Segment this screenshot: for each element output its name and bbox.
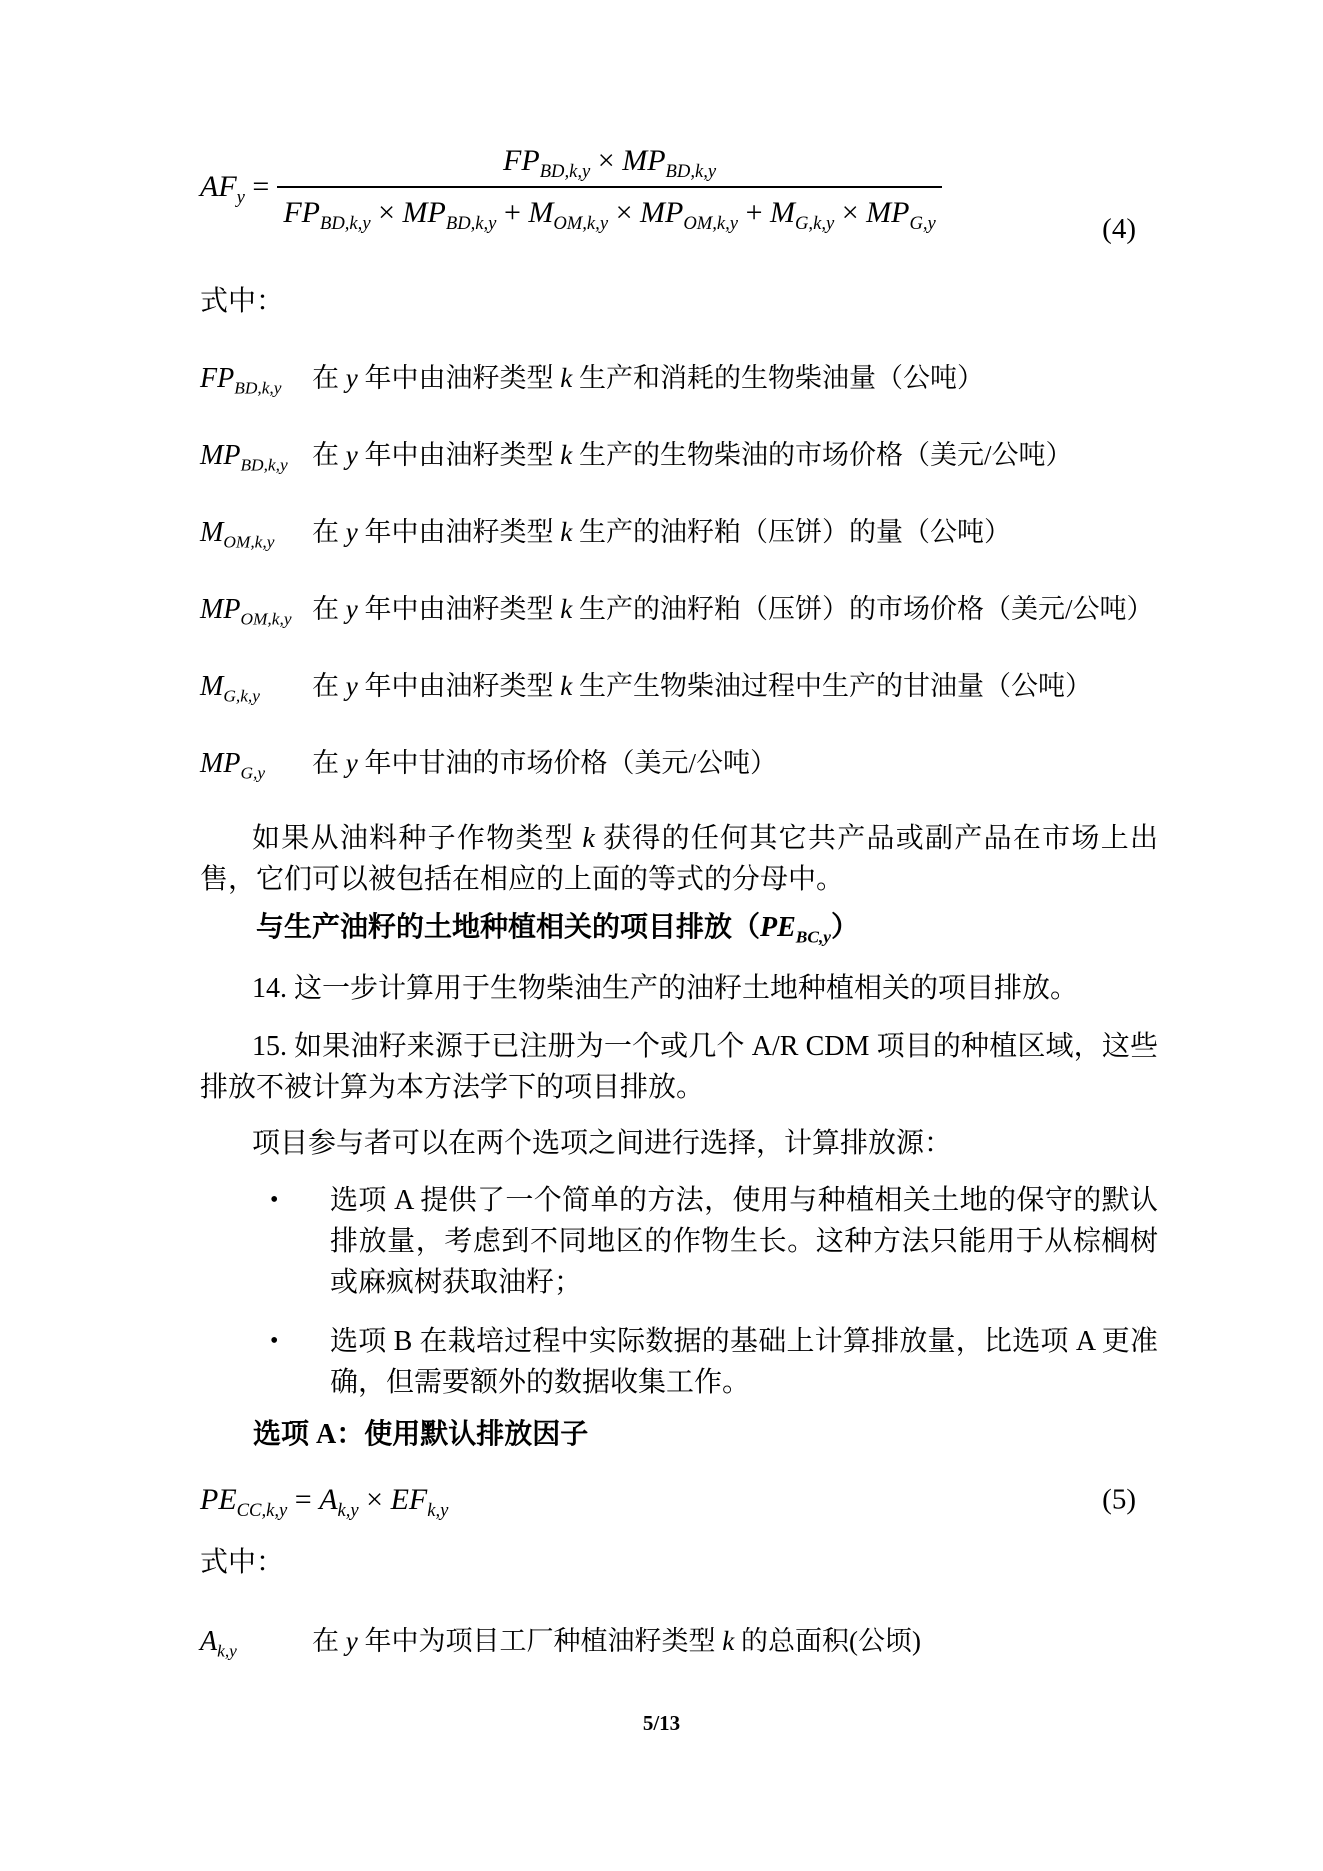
equation-5-body: $PE_{CC,k,y} = A_{k,y} \times EF_{k,y}$ — [200, 1483, 449, 1521]
definition-term: $MP_{OM,k,y}$ — [200, 594, 292, 629]
definition-row — [200, 747, 1158, 783]
definition-row — [200, 593, 1158, 629]
definition-row — [200, 1625, 1158, 1661]
section-heading-option-a: 选项 A：使用默认排放因子 — [253, 1419, 589, 1450]
where-label: 式中： — [200, 286, 285, 317]
bullet-icon: • — [270, 1187, 279, 1213]
bullet-item-option-b — [270, 1321, 1158, 1403]
equation-4-denominator: $FP_{BD,k,y} \times MP_{BD,k,y} + M_{OM,k,y} \times MP_{OM,k,y} + M_{G,k,y} \times MP_{G,y}$ — [283, 196, 936, 234]
equation-4-lhs: $AF_y$ = — [200, 170, 270, 208]
numbered-item-14: 14. 这一步计算用于生物柴油生产的油籽土地种植相关的项目排放。 — [252, 973, 1079, 1004]
definition-term: $MP_{G,y}$ — [200, 748, 266, 783]
equation-4-numerator: $FP_{BD,k,y} \times MP_{BD,k,y}$ — [277, 144, 941, 188]
equation-5-number: (5) — [1102, 1483, 1136, 1516]
definition-list — [200, 362, 1158, 783]
definition-text: 在 y 年中由油籽类型 k 生产和消耗的生物柴油量（公吨） — [312, 363, 984, 393]
paragraph-coproducts: 如果从油料种子作物类型 k 获得的任何其它共产品或副产品在市场上出售，它们可以被包括在相应的上面的等式的分母中。 — [200, 823, 1158, 895]
definition-term: $A_{k,y}$ — [200, 1626, 237, 1661]
definition-row — [200, 362, 1158, 398]
definition-row — [200, 439, 1158, 475]
equation-4 — [200, 144, 1158, 245]
definition-row — [200, 516, 1158, 552]
definition-term: $FP_{BD,k,y}$ — [200, 363, 282, 398]
paragraph-options-intro: 项目参与者可以在两个选项之间进行选择，计算排放源： — [252, 1128, 953, 1159]
bullet-item-option-a — [270, 1180, 1158, 1303]
definition-text: 在 y 年中由油籽类型 k 生产的油籽粕（压饼）的量（公吨） — [312, 517, 1011, 547]
equation-4-fraction — [277, 144, 941, 234]
definition-text: 在 y 年中由油籽类型 k 生产生物柴油过程中生产的甘油量（公吨） — [312, 671, 1092, 701]
definition-term: $M_{G,k,y}$ — [200, 671, 260, 706]
definition-term: $M_{OM,k,y}$ — [200, 517, 275, 552]
bullet-icon: • — [270, 1328, 279, 1354]
section-heading-pe: 与生产油籽的土地种植相关的项目排放$(PE_{BC,y})$ — [256, 912, 860, 947]
definition-text: 在 y 年中甘油的市场价格（美元/公吨） — [312, 748, 777, 778]
definition-text: 在 y 年中由油籽类型 k 生产的生物柴油的市场价格（美元/公吨） — [312, 440, 1073, 470]
bullet-text-option-a: 选项 A 提供了一个简单的方法，使用与种植相关土地的保守的默认排放量，考虑到不同地区的作物生长。这种方法只能用于从棕榈树或麻疯树获取油籽； — [330, 1185, 1158, 1298]
definition-text: 在 y 年中为项目工厂种植油籽类型 k 的总面积(公顷) — [312, 1626, 921, 1656]
equation-4-number: (4) — [1102, 213, 1136, 245]
numbered-item-15: 15. 如果油籽来源于已注册为一个或几个 A/R CDM 项目的种植区域，这些排放不被计算为本方法学下的项目排放。 — [200, 1031, 1158, 1103]
page-number: 5/13 — [642, 1711, 681, 1735]
bullet-text-option-b: 选项 B 在栽培过程中实际数据的基础上计算排放量，比选项 A 更准确，但需要额外的数据收集工作。 — [330, 1326, 1158, 1398]
definition-text: 在 y 年中由油籽类型 k 生产的油籽粕（压饼）的市场价格（美元/公吨） — [312, 594, 1154, 624]
page-content — [0, 144, 1323, 1661]
definition-row — [200, 670, 1158, 706]
where-label: 式中： — [200, 1547, 285, 1578]
definition-term: $MP_{BD,k,y}$ — [200, 440, 288, 475]
equation-5 — [200, 1483, 1158, 1521]
